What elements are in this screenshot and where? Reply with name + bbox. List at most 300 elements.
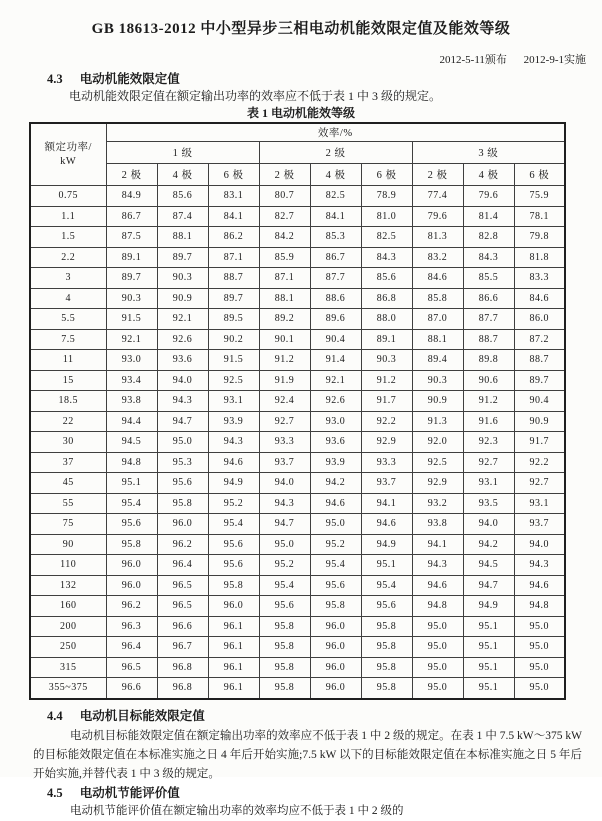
efficiency-cell: 95.0 <box>412 637 463 658</box>
efficiency-cell: 93.1 <box>463 473 514 494</box>
efficiency-cell: 88.1 <box>412 329 463 350</box>
efficiency-cell: 84.1 <box>310 206 361 227</box>
efficiency-cell: 91.7 <box>514 432 565 453</box>
efficiency-cell: 92.5 <box>208 370 259 391</box>
efficiency-cell: 96.1 <box>208 678 259 699</box>
efficiency-cell: 90.3 <box>412 370 463 391</box>
efficiency-cell: 90.3 <box>157 268 208 289</box>
efficiency-cell: 83.1 <box>208 186 259 207</box>
table-row <box>30 268 565 289</box>
power-cell: 250 <box>30 637 106 658</box>
header-row-3 <box>30 164 565 186</box>
efficiency-cell: 92.5 <box>412 452 463 473</box>
efficiency-cell: 91.3 <box>412 411 463 432</box>
efficiency-cell: 85.6 <box>157 186 208 207</box>
table-row <box>30 329 565 350</box>
power-cell: 3 <box>30 268 106 289</box>
efficiency-cell: 88.7 <box>514 350 565 371</box>
efficiency-cell: 96.2 <box>157 534 208 555</box>
power-cell: 5.5 <box>30 309 106 330</box>
efficiency-cell: 94.9 <box>208 473 259 494</box>
efficiency-cell: 82.5 <box>310 186 361 207</box>
efficiency-cell: 92.2 <box>514 452 565 473</box>
table-row <box>30 309 565 330</box>
efficiency-cell: 94.6 <box>361 514 412 535</box>
efficiency-cell: 79.6 <box>412 206 463 227</box>
efficiency-cell: 95.8 <box>106 534 157 555</box>
table-row <box>30 452 565 473</box>
efficiency-cell: 95.1 <box>463 678 514 699</box>
efficiency-cell: 95.8 <box>259 616 310 637</box>
power-cell: 132 <box>30 575 106 596</box>
efficiency-cell: 87.4 <box>157 206 208 227</box>
table-row <box>30 391 565 412</box>
table-row <box>30 350 565 371</box>
efficiency-cell: 79.6 <box>463 186 514 207</box>
table-row <box>30 514 565 535</box>
efficiency-cell: 93.3 <box>361 452 412 473</box>
efficiency-cell: 87.5 <box>106 227 157 248</box>
grade-header-2: 2 级 <box>259 142 412 164</box>
efficiency-cell: 92.6 <box>310 391 361 412</box>
efficiency-cell: 96.0 <box>106 555 157 576</box>
efficiency-cell: 93.0 <box>106 350 157 371</box>
efficiency-cell: 85.3 <box>310 227 361 248</box>
efficiency-cell: 90.4 <box>514 391 565 412</box>
efficiency-cell: 96.0 <box>310 616 361 637</box>
table-row <box>30 411 565 432</box>
efficiency-cell: 95.8 <box>361 616 412 637</box>
power-cell: 45 <box>30 473 106 494</box>
efficiency-cell: 90.9 <box>157 288 208 309</box>
efficiency-cell: 96.5 <box>106 657 157 678</box>
pole-header: 4 极 <box>463 164 514 186</box>
efficiency-cell: 83.3 <box>514 268 565 289</box>
table-row <box>30 473 565 494</box>
efficiency-cell: 95.0 <box>310 514 361 535</box>
efficiency-cell: 96.1 <box>208 637 259 658</box>
efficiency-cell: 89.1 <box>361 329 412 350</box>
efficiency-cell: 96.7 <box>157 637 208 658</box>
efficiency-cell: 96.4 <box>157 555 208 576</box>
efficiency-cell: 94.1 <box>361 493 412 514</box>
efficiency-cell: 95.0 <box>412 657 463 678</box>
efficiency-cell: 94.6 <box>514 575 565 596</box>
efficiency-cell: 88.7 <box>463 329 514 350</box>
efficiency-cell: 91.9 <box>259 370 310 391</box>
efficiency-cell: 93.8 <box>106 391 157 412</box>
issue-date: 2012-5-11颁布 <box>439 54 507 66</box>
efficiency-cell: 90.6 <box>463 370 514 391</box>
efficiency-cell: 78.1 <box>514 206 565 227</box>
table-row <box>30 657 565 678</box>
section-title: 电动机目标能效限定值 <box>79 708 205 723</box>
power-cell: 75 <box>30 514 106 535</box>
power-cell: 30 <box>30 432 106 453</box>
table-row <box>30 678 565 699</box>
efficiency-cell: 95.0 <box>157 432 208 453</box>
efficiency-cell: 95.2 <box>208 493 259 514</box>
efficiency-cell: 86.8 <box>361 288 412 309</box>
power-cell: 7.5 <box>30 329 106 350</box>
header-row-2 <box>30 142 565 164</box>
efficiency-cell: 94.0 <box>259 473 310 494</box>
table-row <box>30 186 565 207</box>
efficiency-cell: 93.2 <box>412 493 463 514</box>
efficiency-cell: 95.0 <box>514 678 565 699</box>
power-cell: 1.1 <box>30 206 106 227</box>
efficiency-cell: 96.4 <box>106 637 157 658</box>
efficiency-cell: 82.8 <box>463 227 514 248</box>
power-cell: 315 <box>30 657 106 678</box>
efficiency-cell: 95.1 <box>463 637 514 658</box>
efficiency-cell: 95.8 <box>361 637 412 658</box>
efficiency-cell: 95.2 <box>259 555 310 576</box>
efficiency-cell: 85.9 <box>259 247 310 268</box>
efficiency-cell: 93.3 <box>259 432 310 453</box>
efficiency-cell: 85.6 <box>361 268 412 289</box>
efficiency-cell: 94.3 <box>208 432 259 453</box>
efficiency-cell: 96.0 <box>310 637 361 658</box>
pole-header: 4 极 <box>157 164 208 186</box>
power-cell: 110 <box>30 555 106 576</box>
efficiency-cell: 87.2 <box>514 329 565 350</box>
efficiency-cell: 95.8 <box>259 657 310 678</box>
efficiency-cell: 95.6 <box>106 514 157 535</box>
pole-header: 2 极 <box>259 164 310 186</box>
power-cell: 2.2 <box>30 247 106 268</box>
efficiency-cell: 89.2 <box>259 309 310 330</box>
efficiency-cell: 96.3 <box>106 616 157 637</box>
efficiency-cell: 94.6 <box>208 452 259 473</box>
efficiency-cell: 92.9 <box>361 432 412 453</box>
section-body-4-3: 电动机能效限定值在额定输出功率的效率应不低于表 1 中 3 级的规定。 <box>69 89 442 103</box>
page-title: GB 18613-2012 中小型异步三相电动机能效限定值及能效等级 <box>91 21 511 37</box>
efficiency-cell: 89.8 <box>463 350 514 371</box>
efficiency-cell: 83.2 <box>412 247 463 268</box>
efficiency-cell: 82.7 <box>259 206 310 227</box>
efficiency-cell: 92.1 <box>310 370 361 391</box>
efficiency-cell: 93.7 <box>361 473 412 494</box>
efficiency-cell: 79.8 <box>514 227 565 248</box>
efficiency-cell: 87.1 <box>259 268 310 289</box>
table-row <box>30 534 565 555</box>
efficiency-cell: 96.1 <box>208 616 259 637</box>
efficiency-cell: 90.1 <box>259 329 310 350</box>
efficiency-cell: 92.0 <box>412 432 463 453</box>
pole-header: 6 极 <box>208 164 259 186</box>
efficiency-cell: 93.5 <box>463 493 514 514</box>
pole-header: 4 极 <box>310 164 361 186</box>
implement-date: 2012-9-1实施 <box>523 54 586 66</box>
efficiency-cell: 94.9 <box>361 534 412 555</box>
efficiency-cell: 86.7 <box>310 247 361 268</box>
efficiency-cell: 92.6 <box>157 329 208 350</box>
efficiency-cell: 95.8 <box>259 678 310 699</box>
efficiency-cell: 88.0 <box>361 309 412 330</box>
efficiency-cell: 85.8 <box>412 288 463 309</box>
efficiency-cell: 89.7 <box>106 268 157 289</box>
efficiency-cell: 84.1 <box>208 206 259 227</box>
efficiency-cell: 94.5 <box>463 555 514 576</box>
table-row <box>30 247 565 268</box>
efficiency-cell: 95.0 <box>412 678 463 699</box>
efficiency-cell: 94.0 <box>463 514 514 535</box>
power-cell: 160 <box>30 596 106 617</box>
efficiency-cell: 95.0 <box>259 534 310 555</box>
efficiency-cell: 93.4 <box>106 370 157 391</box>
efficiency-cell: 90.2 <box>208 329 259 350</box>
efficiency-cell: 95.4 <box>310 555 361 576</box>
efficiency-cell: 95.0 <box>514 637 565 658</box>
power-column-header: 额定功率/ kW <box>30 123 106 186</box>
table-row <box>30 206 565 227</box>
efficiency-cell: 91.5 <box>106 309 157 330</box>
efficiency-cell: 90.3 <box>361 350 412 371</box>
table-row <box>30 616 565 637</box>
efficiency-cell: 96.2 <box>106 596 157 617</box>
efficiency-cell: 93.7 <box>259 452 310 473</box>
efficiency-cell: 81.0 <box>361 206 412 227</box>
efficiency-cell: 93.1 <box>514 493 565 514</box>
table-row <box>30 493 565 514</box>
efficiency-cell: 88.1 <box>259 288 310 309</box>
efficiency-cell: 95.4 <box>106 493 157 514</box>
power-cell: 55 <box>30 493 106 514</box>
efficiency-cell: 94.7 <box>463 575 514 596</box>
efficiency-cell: 84.2 <box>259 227 310 248</box>
efficiency-cell: 95.6 <box>208 555 259 576</box>
efficiency-cell: 96.6 <box>157 616 208 637</box>
efficiency-cell: 90.3 <box>106 288 157 309</box>
efficiency-cell: 95.6 <box>157 473 208 494</box>
efficiency-cell: 86.7 <box>106 206 157 227</box>
efficiency-cell: 88.6 <box>310 288 361 309</box>
efficiency-cell: 90.9 <box>514 411 565 432</box>
efficiency-cell: 95.8 <box>310 596 361 617</box>
efficiency-cell: 95.8 <box>361 678 412 699</box>
efficiency-cell: 92.4 <box>259 391 310 412</box>
efficiency-cell: 95.6 <box>310 575 361 596</box>
section-number: 4.4 <box>47 708 63 723</box>
efficiency-cell: 96.5 <box>157 596 208 617</box>
efficiency-cell: 95.3 <box>157 452 208 473</box>
section-number: 4.5 <box>47 785 63 800</box>
efficiency-cell: 94.4 <box>106 411 157 432</box>
efficiency-cell: 96.8 <box>157 657 208 678</box>
grade-header-1: 1 级 <box>106 142 259 164</box>
table-row <box>30 637 565 658</box>
grade-header-3: 3 级 <box>412 142 565 164</box>
efficiency-cell: 95.1 <box>463 657 514 678</box>
efficiency-cell: 96.0 <box>310 678 361 699</box>
efficiency-cell: 95.8 <box>208 575 259 596</box>
efficiency-cell: 94.2 <box>310 473 361 494</box>
efficiency-cell: 86.0 <box>514 309 565 330</box>
efficiency-cell: 84.6 <box>514 288 565 309</box>
efficiency-cell: 95.4 <box>208 514 259 535</box>
table-row <box>30 432 565 453</box>
efficiency-cell: 95.1 <box>463 616 514 637</box>
efficiency-cell: 95.8 <box>157 493 208 514</box>
efficiency-cell: 89.7 <box>514 370 565 391</box>
section-heading-4-4 <box>47 708 602 725</box>
efficiency-cell: 84.3 <box>463 247 514 268</box>
efficiency-cell: 92.9 <box>412 473 463 494</box>
efficiency-cell: 96.5 <box>157 575 208 596</box>
power-cell: 0.75 <box>30 186 106 207</box>
efficiency-cell: 88.7 <box>208 268 259 289</box>
efficiency-cell: 94.3 <box>514 555 565 576</box>
efficiency-cell: 95.0 <box>412 616 463 637</box>
efficiency-cell: 91.5 <box>208 350 259 371</box>
section-title: 电动机节能评价值 <box>79 785 180 800</box>
efficiency-cell: 94.8 <box>514 596 565 617</box>
efficiency-cell: 93.1 <box>208 391 259 412</box>
efficiency-cell: 96.0 <box>208 596 259 617</box>
efficiency-cell: 94.7 <box>157 411 208 432</box>
efficiency-cell: 92.7 <box>514 473 565 494</box>
efficiency-cell: 95.0 <box>514 657 565 678</box>
efficiency-cell: 93.7 <box>514 514 565 535</box>
efficiency-cell: 96.8 <box>157 678 208 699</box>
efficiency-cell: 92.7 <box>259 411 310 432</box>
power-cell: 11 <box>30 350 106 371</box>
efficiency-cell: 94.3 <box>157 391 208 412</box>
efficiency-cell: 94.6 <box>310 493 361 514</box>
efficiency-cell: 94.0 <box>157 370 208 391</box>
efficiency-cell: 81.4 <box>463 206 514 227</box>
header-row-1 <box>30 123 565 142</box>
efficiency-cell: 95.6 <box>208 534 259 555</box>
table-row <box>30 596 565 617</box>
efficiency-cell: 95.1 <box>361 555 412 576</box>
power-cell: 15 <box>30 370 106 391</box>
table-row <box>30 288 565 309</box>
efficiency-cell: 88.1 <box>157 227 208 248</box>
efficiency-cell: 89.4 <box>412 350 463 371</box>
efficiency-cell: 87.7 <box>463 309 514 330</box>
efficiency-cell: 86.2 <box>208 227 259 248</box>
efficiency-cell: 96.0 <box>310 657 361 678</box>
efficiency-cell: 82.5 <box>361 227 412 248</box>
power-cell: 4 <box>30 288 106 309</box>
efficiency-cell: 94.8 <box>106 452 157 473</box>
efficiency-cell: 91.2 <box>463 391 514 412</box>
table-row <box>30 370 565 391</box>
efficiency-cell: 94.9 <box>463 596 514 617</box>
efficiency-cell: 93.8 <box>412 514 463 535</box>
efficiency-cell: 81.3 <box>412 227 463 248</box>
efficiency-cell: 96.1 <box>208 657 259 678</box>
efficiency-cell: 95.2 <box>310 534 361 555</box>
pole-header: 2 极 <box>412 164 463 186</box>
efficiency-cell: 81.8 <box>514 247 565 268</box>
efficiency-cell: 95.0 <box>514 616 565 637</box>
efficiency-cell: 80.7 <box>259 186 310 207</box>
efficiency-cell: 89.7 <box>157 247 208 268</box>
efficiency-cell: 95.4 <box>361 575 412 596</box>
table-body <box>30 186 565 699</box>
efficiency-cell: 95.8 <box>361 657 412 678</box>
efficiency-cell: 96.0 <box>157 514 208 535</box>
efficiency-cell: 93.6 <box>310 432 361 453</box>
power-cell: 1.5 <box>30 227 106 248</box>
efficiency-cell: 94.7 <box>259 514 310 535</box>
efficiency-cell: 87.1 <box>208 247 259 268</box>
efficiency-cell: 93.9 <box>208 411 259 432</box>
efficiency-cell: 93.0 <box>310 411 361 432</box>
efficiency-cell: 94.3 <box>259 493 310 514</box>
efficiency-cell: 95.1 <box>106 473 157 494</box>
section-title: 电动机能效限定值 <box>79 72 180 86</box>
pole-header: 6 极 <box>514 164 565 186</box>
efficiency-cell: 94.6 <box>412 575 463 596</box>
section-number: 4.3 <box>47 72 63 86</box>
table-caption: 表 1 电动机能效等级 <box>246 106 355 120</box>
efficiency-cell: 94.5 <box>106 432 157 453</box>
efficiency-table <box>29 122 566 700</box>
efficiency-cell: 91.2 <box>259 350 310 371</box>
efficiency-cell: 87.0 <box>412 309 463 330</box>
pole-header: 6 极 <box>361 164 412 186</box>
efficiency-cell: 95.8 <box>259 637 310 658</box>
power-cell: 355~375 <box>30 678 106 699</box>
power-cell: 18.5 <box>30 391 106 412</box>
efficiency-cell: 89.5 <box>208 309 259 330</box>
efficiency-cell: 92.7 <box>463 452 514 473</box>
efficiency-cell: 90.4 <box>310 329 361 350</box>
efficiency-cell: 95.6 <box>259 596 310 617</box>
efficiency-cell: 84.3 <box>361 247 412 268</box>
efficiency-cell: 77.4 <box>412 186 463 207</box>
efficiency-cell: 84.6 <box>412 268 463 289</box>
power-cell: 22 <box>30 411 106 432</box>
efficiency-cell: 91.2 <box>361 370 412 391</box>
efficiency-cell: 75.9 <box>514 186 565 207</box>
efficiency-cell: 89.1 <box>106 247 157 268</box>
section-heading-4-3 <box>47 71 602 88</box>
efficiency-cell: 85.5 <box>463 268 514 289</box>
efficiency-cell: 92.1 <box>106 329 157 350</box>
efficiency-cell: 96.0 <box>106 575 157 596</box>
efficiency-cell: 91.4 <box>310 350 361 371</box>
efficiency-cell: 96.6 <box>106 678 157 699</box>
efficiency-cell: 86.6 <box>463 288 514 309</box>
section-body-4-4: 电动机目标能效限定值在额定输出功率的效率应不低于表 1 中 2 级的规定。在表 1 中 7.5 kW～375 kW 的目标能效限定值在本标准实施之日 4 年后开始实施;7.5 kW 以下的目标能效限定值在本标准实施之日 5 年后开始实施,并替代表 1 中 3 级的规定。 <box>33 729 582 780</box>
efficiency-cell: 90.9 <box>412 391 463 412</box>
power-cell: 90 <box>30 534 106 555</box>
power-cell: 200 <box>30 616 106 637</box>
efficiency-cell: 89.6 <box>310 309 361 330</box>
efficiency-cell: 84.9 <box>106 186 157 207</box>
efficiency-cell: 94.2 <box>463 534 514 555</box>
efficiency-cell: 94.3 <box>412 555 463 576</box>
section-heading-4-5 <box>47 785 602 802</box>
efficiency-cell: 95.4 <box>259 575 310 596</box>
table-row <box>30 227 565 248</box>
efficiency-cell: 89.7 <box>208 288 259 309</box>
efficiency-cell: 94.0 <box>514 534 565 555</box>
efficiency-cell: 91.6 <box>463 411 514 432</box>
table-row <box>30 555 565 576</box>
efficiency-cell: 93.9 <box>310 452 361 473</box>
table-row <box>30 575 565 596</box>
efficiency-cell: 92.2 <box>361 411 412 432</box>
efficiency-cell: 92.3 <box>463 432 514 453</box>
efficiency-cell: 92.1 <box>157 309 208 330</box>
efficiency-header: 效率/% <box>106 123 565 142</box>
